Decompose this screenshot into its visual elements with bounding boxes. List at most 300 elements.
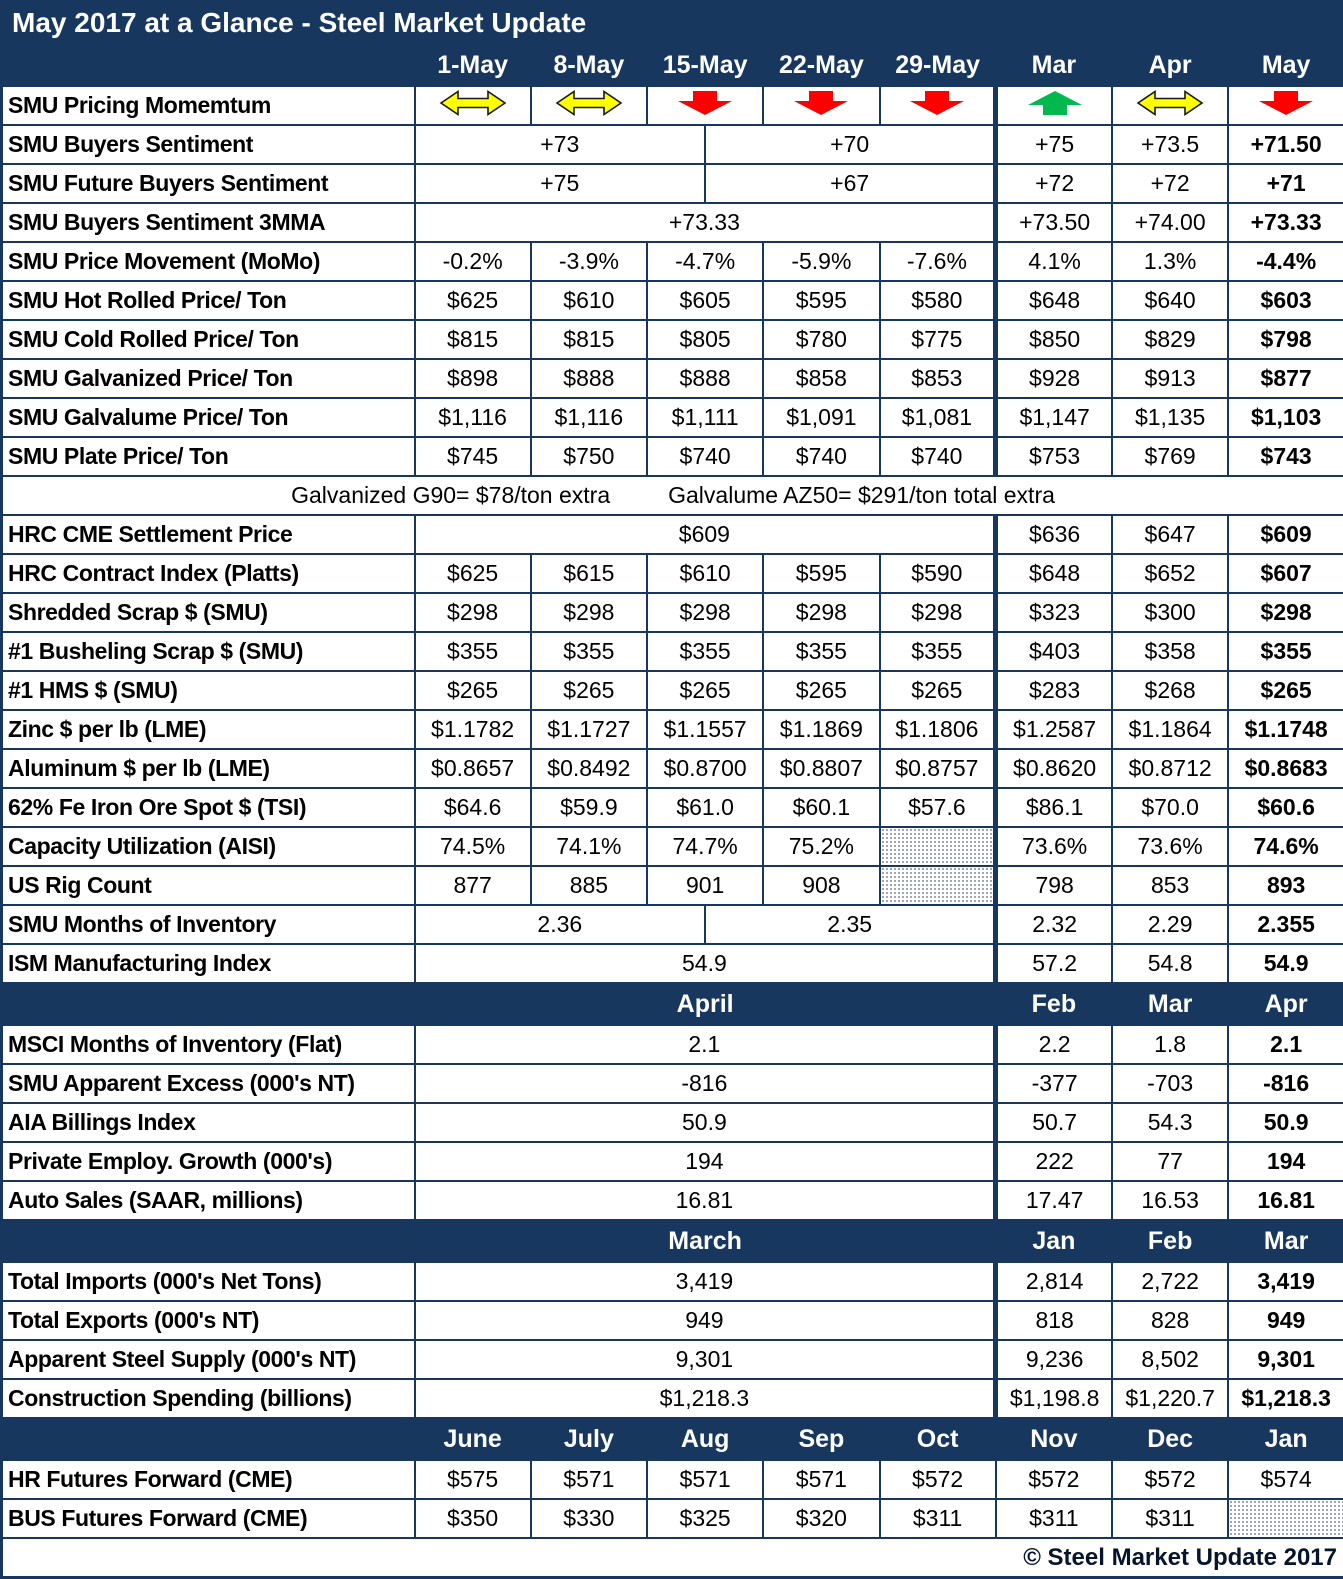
value-cell: $323 (996, 593, 1112, 632)
table-row (2, 476, 1343, 515)
value-cell: 853 (1112, 866, 1228, 905)
value-cell: $0.8657 (415, 749, 531, 788)
row-label: HRC Contract Index (Platts) (2, 554, 415, 593)
value-cell: $0.8492 (531, 749, 647, 788)
value-cell: 9,301 (1228, 1340, 1343, 1379)
value-cell: 74.1% (531, 827, 647, 866)
column-header: Oct (880, 1418, 996, 1460)
column-header: Mar (996, 44, 1112, 86)
value-cell: +72 (996, 164, 1112, 203)
row-label: Private Employ. Growth (000's) (2, 1142, 415, 1181)
value-cell: -4.4% (1228, 242, 1343, 281)
value-cell: +73.33 (415, 203, 996, 242)
value-cell: 3,419 (1228, 1262, 1343, 1301)
column-header: Dec (1112, 1418, 1228, 1460)
value-cell: +73 (415, 125, 706, 164)
value-cell: $607 (1228, 554, 1343, 593)
value-cell: $1.1782 (415, 710, 531, 749)
value-cell: 901 (647, 866, 763, 905)
value-cell: 818 (996, 1301, 1112, 1340)
value-cell: $850 (996, 320, 1112, 359)
momentum-cell (531, 86, 647, 125)
table-row (2, 1379, 1343, 1418)
column-header: Aug (647, 1418, 763, 1460)
value-cell: $300 (1112, 593, 1228, 632)
table-row (2, 788, 1343, 827)
value-cell: $355 (415, 632, 531, 671)
table-row (2, 1499, 1343, 1538)
value-cell: $805 (647, 320, 763, 359)
row-label: #1 Busheling Scrap $ (SMU) (2, 632, 415, 671)
value-cell: $1.1864 (1112, 710, 1228, 749)
value-cell: $647 (1112, 515, 1228, 554)
value-cell: -5.9% (763, 242, 879, 281)
value-cell: $59.9 (531, 788, 647, 827)
row-label: SMU Buyers Sentiment (2, 125, 415, 164)
value-cell: 2.355 (1228, 905, 1343, 944)
value-cell: 1.3% (1112, 242, 1228, 281)
value-cell: $320 (763, 1499, 879, 1538)
table-row (2, 125, 1343, 164)
value-cell: +75 (996, 125, 1112, 164)
value-cell: -7.6% (880, 242, 996, 281)
table-row (2, 86, 1343, 125)
column-header: 8-May (531, 44, 647, 86)
momentum-cell (880, 86, 996, 125)
value-cell: 1.8 (1112, 1025, 1228, 1064)
value-cell: 57.2 (996, 944, 1112, 983)
value-cell: 74.7% (647, 827, 763, 866)
value-cell: 73.6% (996, 827, 1112, 866)
row-label: SMU Plate Price/ Ton (2, 437, 415, 476)
value-cell: $298 (763, 593, 879, 632)
momentum-cell (763, 86, 879, 125)
value-cell: $1,091 (763, 398, 879, 437)
value-cell: $70.0 (1112, 788, 1228, 827)
momentum-sideways-arrow-icon (1136, 89, 1204, 117)
value-cell: $298 (531, 593, 647, 632)
value-cell: $858 (763, 359, 879, 398)
value-cell: $571 (531, 1460, 647, 1499)
column-header: Mar (1228, 1220, 1343, 1262)
value-cell: -4.7% (647, 242, 763, 281)
momentum-cell (1112, 86, 1228, 125)
value-cell: $740 (647, 437, 763, 476)
value-cell: 908 (763, 866, 879, 905)
row-label: SMU Cold Rolled Price/ Ton (2, 320, 415, 359)
hatched-cell (1228, 1499, 1343, 1538)
value-cell: $358 (1112, 632, 1228, 671)
value-cell: $1,218.3 (415, 1379, 996, 1418)
value-cell: +72 (1112, 164, 1228, 203)
momentum-cell (1228, 86, 1343, 125)
momentum-down-arrow-icon (792, 89, 850, 117)
value-cell: $625 (415, 554, 531, 593)
value-cell: $769 (1112, 437, 1228, 476)
value-cell: 2.36 (415, 905, 706, 944)
row-label: 62% Fe Iron Ore Spot $ (TSI) (2, 788, 415, 827)
table-row (2, 593, 1343, 632)
row-label: SMU Months of Inventory (2, 905, 415, 944)
value-cell: $268 (1112, 671, 1228, 710)
value-cell: $605 (647, 281, 763, 320)
value-cell: 50.9 (415, 1103, 996, 1142)
value-cell: 2.1 (415, 1025, 996, 1064)
value-cell: $1,081 (880, 398, 996, 437)
value-cell: $615 (531, 554, 647, 593)
value-cell: -703 (1112, 1064, 1228, 1103)
row-label: Capacity Utilization (AISI) (2, 827, 415, 866)
value-cell: $350 (415, 1499, 531, 1538)
value-cell: 2.29 (1112, 905, 1228, 944)
value-cell: $1.1806 (880, 710, 996, 749)
value-cell: +74.00 (1112, 203, 1228, 242)
row-label: ISM Manufacturing Index (2, 944, 415, 983)
table-row (2, 1418, 1343, 1460)
value-cell: $928 (996, 359, 1112, 398)
value-cell: $1,116 (531, 398, 647, 437)
value-cell: $311 (996, 1499, 1112, 1538)
value-cell: $355 (763, 632, 879, 671)
value-cell: $1,116 (415, 398, 531, 437)
value-cell: $853 (880, 359, 996, 398)
column-header: 15-May (647, 44, 763, 86)
table-row (2, 944, 1343, 983)
value-cell: $743 (1228, 437, 1343, 476)
value-cell: -3.9% (531, 242, 647, 281)
table-row (2, 164, 1343, 203)
momentum-cell (647, 86, 763, 125)
table-row (2, 1460, 1343, 1499)
value-cell: $86.1 (996, 788, 1112, 827)
value-cell: $595 (763, 281, 879, 320)
column-header: Jan (1228, 1418, 1343, 1460)
value-cell: $355 (647, 632, 763, 671)
hatched-cell (880, 827, 996, 866)
momentum-down-arrow-icon (1257, 89, 1315, 117)
copyright: © Steel Market Update 2017 (2, 1538, 1343, 1578)
table-row (2, 1103, 1343, 1142)
table-row (2, 905, 1343, 944)
value-cell: $745 (415, 437, 531, 476)
page-title: May 2017 at a Glance - Steel Market Update (2, 2, 1343, 45)
value-cell: 54.8 (1112, 944, 1228, 983)
value-cell: $609 (1228, 515, 1343, 554)
value-cell: $574 (1228, 1460, 1343, 1499)
momentum-sideways-arrow-icon (555, 89, 623, 117)
value-cell: 2,722 (1112, 1262, 1228, 1301)
table-row (2, 320, 1343, 359)
table-row (2, 203, 1343, 242)
value-cell: $898 (415, 359, 531, 398)
value-cell: $625 (415, 281, 531, 320)
table-row (2, 632, 1343, 671)
value-cell: $740 (763, 437, 879, 476)
value-cell: 9,236 (996, 1340, 1112, 1379)
value-cell: $355 (531, 632, 647, 671)
value-cell: +71.50 (1228, 125, 1343, 164)
extras-note (2, 476, 1343, 515)
value-cell: $1,220.7 (1112, 1379, 1228, 1418)
table-row (2, 437, 1343, 476)
table-row (2, 1025, 1343, 1064)
value-cell: $265 (531, 671, 647, 710)
value-cell: +70 (705, 125, 996, 164)
column-header: May (1228, 44, 1343, 86)
value-cell: $775 (880, 320, 996, 359)
value-cell: $355 (880, 632, 996, 671)
value-cell: $1.1869 (763, 710, 879, 749)
value-cell: $1.1557 (647, 710, 763, 749)
value-cell: $571 (763, 1460, 879, 1499)
value-cell: -816 (415, 1064, 996, 1103)
value-cell: 949 (1228, 1301, 1343, 1340)
table-row (2, 866, 1343, 905)
column-header: 22-May (763, 44, 879, 86)
value-cell: $311 (1112, 1499, 1228, 1538)
value-cell: +73.50 (996, 203, 1112, 242)
value-cell: $298 (415, 593, 531, 632)
table-row (2, 1064, 1343, 1103)
galvanized-extra-note: Galvanized G90= $78/ton extra (291, 482, 610, 508)
value-cell: 54.3 (1112, 1103, 1228, 1142)
row-label: Aluminum $ per lb (LME) (2, 749, 415, 788)
value-cell: 798 (996, 866, 1112, 905)
value-cell: 2.35 (705, 905, 996, 944)
value-cell: $595 (763, 554, 879, 593)
row-label: Apparent Steel Supply (000's NT) (2, 1340, 415, 1379)
column-header: Mar (1112, 983, 1228, 1025)
value-cell: $780 (763, 320, 879, 359)
momentum-cell (415, 86, 531, 125)
value-cell: 828 (1112, 1301, 1228, 1340)
value-cell: $0.8683 (1228, 749, 1343, 788)
value-cell: $265 (415, 671, 531, 710)
value-cell: $265 (880, 671, 996, 710)
header-spacer (2, 44, 415, 86)
row-label: SMU Pricing Momemtum (2, 86, 415, 125)
table-row (2, 710, 1343, 749)
table-row (2, 671, 1343, 710)
value-cell: 3,419 (415, 1262, 996, 1301)
value-cell: $640 (1112, 281, 1228, 320)
table-row (2, 1220, 1343, 1262)
value-cell: +71 (1228, 164, 1343, 203)
value-cell: $403 (996, 632, 1112, 671)
value-cell: $1,111 (647, 398, 763, 437)
header-spacer (2, 983, 415, 1025)
value-cell: 54.9 (415, 944, 996, 983)
value-cell: $0.8712 (1112, 749, 1228, 788)
value-cell: $648 (996, 281, 1112, 320)
value-cell: $61.0 (647, 788, 763, 827)
value-cell: $265 (1228, 671, 1343, 710)
value-cell: $753 (996, 437, 1112, 476)
table-row (2, 359, 1343, 398)
row-label: US Rig Count (2, 866, 415, 905)
row-label: SMU Galvanized Price/ Ton (2, 359, 415, 398)
value-cell: $57.6 (880, 788, 996, 827)
value-cell: $0.8700 (647, 749, 763, 788)
value-cell: $610 (647, 554, 763, 593)
value-cell: $311 (880, 1499, 996, 1538)
table-row (2, 1262, 1343, 1301)
value-cell: $652 (1112, 554, 1228, 593)
value-cell: $325 (647, 1499, 763, 1538)
value-cell: -0.2% (415, 242, 531, 281)
title-bar (2, 2, 1343, 45)
value-cell: 50.9 (1228, 1103, 1343, 1142)
table-row (2, 983, 1343, 1025)
value-cell: 2.32 (996, 905, 1112, 944)
table-row (2, 44, 1343, 86)
value-cell: $888 (647, 359, 763, 398)
value-cell: 73.6% (1112, 827, 1228, 866)
value-cell: 77 (1112, 1142, 1228, 1181)
row-label: SMU Hot Rolled Price/ Ton (2, 281, 415, 320)
value-cell: $571 (647, 1460, 763, 1499)
value-cell: 893 (1228, 866, 1343, 905)
table-row (2, 749, 1343, 788)
table-row (2, 1301, 1343, 1340)
row-label: AIA Billings Index (2, 1103, 415, 1142)
column-header: Apr (1228, 983, 1343, 1025)
value-cell: $815 (531, 320, 647, 359)
hatched-cell (880, 866, 996, 905)
value-cell: $572 (880, 1460, 996, 1499)
value-cell: 54.9 (1228, 944, 1343, 983)
value-cell: 885 (531, 866, 647, 905)
value-cell: 16.53 (1112, 1181, 1228, 1220)
table-row (2, 242, 1343, 281)
value-cell: $888 (531, 359, 647, 398)
row-label: SMU Buyers Sentiment 3MMA (2, 203, 415, 242)
value-cell: $636 (996, 515, 1112, 554)
value-cell: $265 (763, 671, 879, 710)
value-cell: $0.8620 (996, 749, 1112, 788)
row-label: HR Futures Forward (CME) (2, 1460, 415, 1499)
column-header: Apr (1112, 44, 1228, 86)
momentum-cell (996, 86, 1112, 125)
value-cell: $750 (531, 437, 647, 476)
momentum-down-arrow-icon (676, 89, 734, 117)
momentum-sideways-arrow-icon (439, 89, 507, 117)
value-cell: $603 (1228, 281, 1343, 320)
value-cell: $1,147 (996, 398, 1112, 437)
value-cell: -377 (996, 1064, 1112, 1103)
row-label: MSCI Months of Inventory (Flat) (2, 1025, 415, 1064)
row-label: Construction Spending (billions) (2, 1379, 415, 1418)
row-label: HRC CME Settlement Price (2, 515, 415, 554)
value-cell: 222 (996, 1142, 1112, 1181)
table-row (2, 398, 1343, 437)
value-cell: $1.2587 (996, 710, 1112, 749)
row-label: #1 HMS $ (SMU) (2, 671, 415, 710)
row-label: SMU Future Buyers Sentiment (2, 164, 415, 203)
row-label: SMU Galvalume Price/ Ton (2, 398, 415, 437)
column-header: Jan (996, 1220, 1112, 1262)
column-header: Feb (996, 983, 1112, 1025)
value-cell: 4.1% (996, 242, 1112, 281)
value-cell: $0.8807 (763, 749, 879, 788)
value-cell: $572 (996, 1460, 1112, 1499)
value-cell: $1,135 (1112, 398, 1228, 437)
value-cell: $580 (880, 281, 996, 320)
value-cell: $815 (415, 320, 531, 359)
value-cell: 2.2 (996, 1025, 1112, 1064)
value-cell: $610 (531, 281, 647, 320)
table-row (2, 1538, 1343, 1578)
value-cell: $298 (880, 593, 996, 632)
value-cell: $60.1 (763, 788, 879, 827)
galvalume-extra-note: Galvalume AZ50= $291/ton total extra (668, 482, 1055, 508)
value-cell: $298 (647, 593, 763, 632)
value-cell: 17.47 (996, 1181, 1112, 1220)
section-month-header: April (415, 983, 996, 1025)
value-cell: +75 (415, 164, 706, 203)
value-cell: $913 (1112, 359, 1228, 398)
momentum-down-arrow-icon (908, 89, 966, 117)
value-cell: $572 (1112, 1460, 1228, 1499)
value-cell: $298 (1228, 593, 1343, 632)
table-row (2, 1142, 1343, 1181)
row-label: Zinc $ per lb (LME) (2, 710, 415, 749)
section-month-header: March (415, 1220, 996, 1262)
value-cell: $798 (1228, 320, 1343, 359)
value-cell: $60.6 (1228, 788, 1343, 827)
value-cell: $829 (1112, 320, 1228, 359)
column-header: 29-May (880, 44, 996, 86)
value-cell: 75.2% (763, 827, 879, 866)
value-cell: 16.81 (1228, 1181, 1343, 1220)
value-cell: 8,502 (1112, 1340, 1228, 1379)
value-cell: $877 (1228, 359, 1343, 398)
value-cell: $648 (996, 554, 1112, 593)
value-cell: 2.1 (1228, 1025, 1343, 1064)
table-row (2, 1340, 1343, 1379)
value-cell: 194 (415, 1142, 996, 1181)
table-row (2, 281, 1343, 320)
row-label: Auto Sales (SAAR, millions) (2, 1181, 415, 1220)
value-cell: $1,103 (1228, 398, 1343, 437)
row-label: SMU Apparent Excess (000's NT) (2, 1064, 415, 1103)
value-cell: $1.1748 (1228, 710, 1343, 749)
row-label: SMU Price Movement (MoMo) (2, 242, 415, 281)
column-header: July (531, 1418, 647, 1460)
column-header: Nov (996, 1418, 1112, 1460)
value-cell: $575 (415, 1460, 531, 1499)
value-cell: 9,301 (415, 1340, 996, 1379)
value-cell: 877 (415, 866, 531, 905)
value-cell: $590 (880, 554, 996, 593)
table-row (2, 515, 1343, 554)
table-row (2, 827, 1343, 866)
header-spacer (2, 1418, 415, 1460)
row-label: BUS Futures Forward (CME) (2, 1499, 415, 1538)
table-row (2, 554, 1343, 593)
column-header: Sep (763, 1418, 879, 1460)
row-label: Total Imports (000's Net Tons) (2, 1262, 415, 1301)
momentum-up-arrow-icon (1026, 89, 1084, 117)
column-header: Feb (1112, 1220, 1228, 1262)
value-cell: $1.1727 (531, 710, 647, 749)
value-cell: $0.8757 (880, 749, 996, 788)
value-cell: $1,198.8 (996, 1379, 1112, 1418)
value-cell: 2,814 (996, 1262, 1112, 1301)
value-cell: $330 (531, 1499, 647, 1538)
value-cell: +73.5 (1112, 125, 1228, 164)
row-label: Total Exports (000's NT) (2, 1301, 415, 1340)
